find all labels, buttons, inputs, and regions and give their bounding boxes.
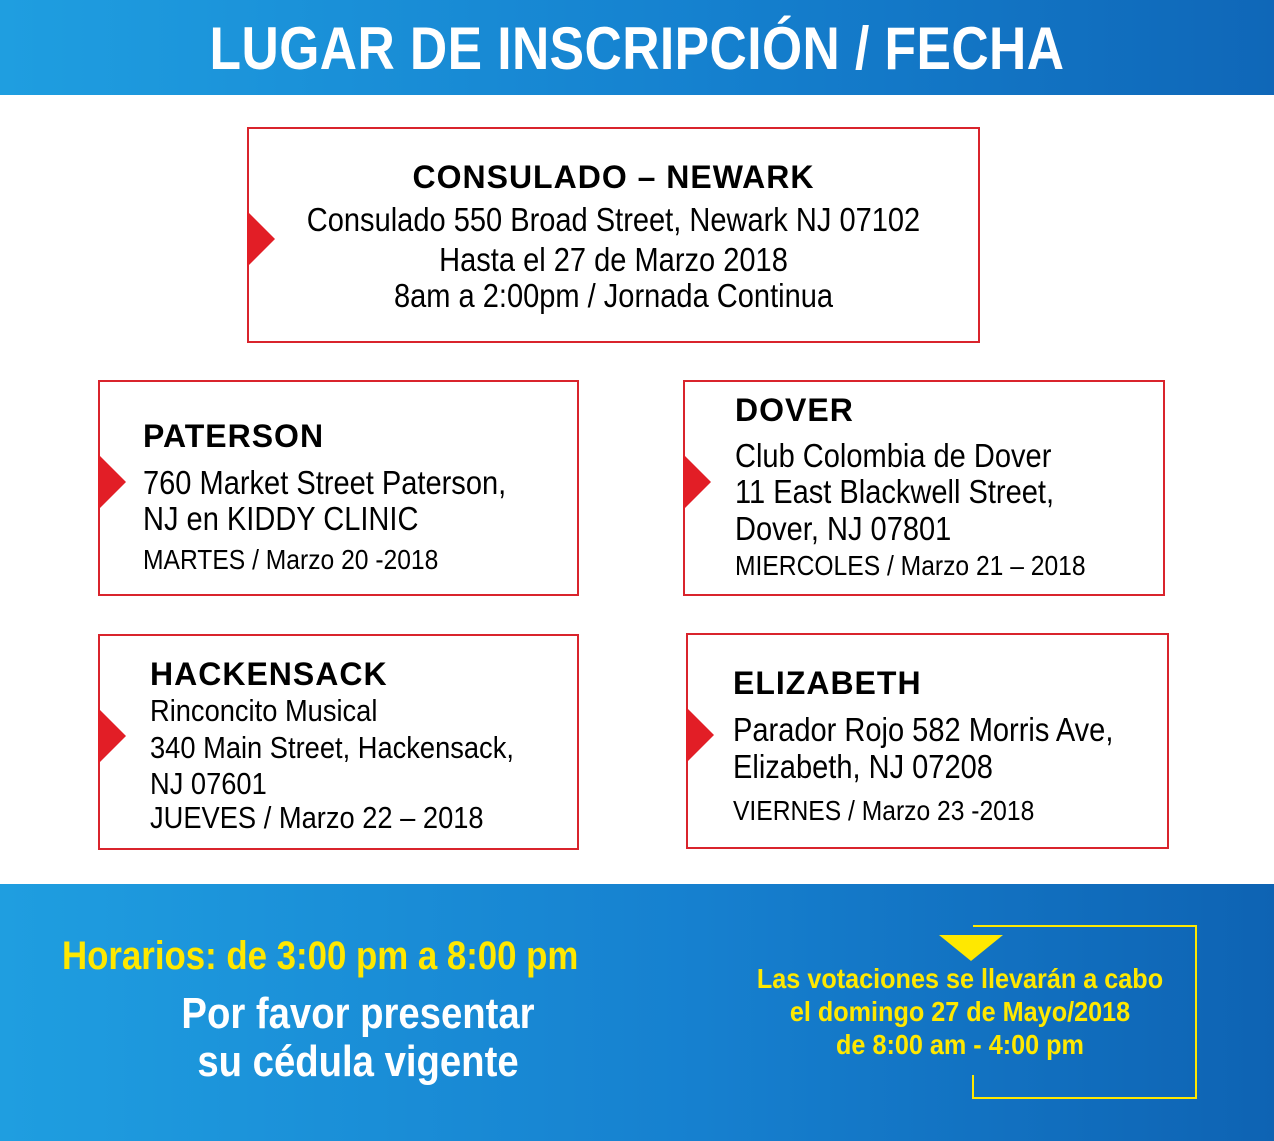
location-card-paterson (98, 380, 579, 596)
location-card-dover (683, 380, 1165, 596)
location-address: NJ 07601 (150, 766, 267, 801)
location-date: MARTES / Marzo 20 -2018 (143, 544, 439, 575)
location-card-newark (247, 127, 980, 343)
present-line: su cédula vigente (197, 1037, 519, 1086)
present-id-text (97, 990, 619, 1086)
location-date: JUEVES / Marzo 22 – 2018 (150, 800, 484, 835)
location-title: ELIZABETH (733, 665, 922, 701)
location-date: Hasta el 27 de Marzo 2018 (439, 241, 788, 278)
location-address: NJ en KIDDY CLINIC (143, 500, 419, 537)
vote-box-frame-left (972, 1075, 974, 1099)
red-arrow-icon (686, 707, 714, 763)
header-banner (0, 0, 1274, 95)
location-address: Dover, NJ 07801 (735, 510, 952, 547)
location-address: Rinconcito Musical (150, 693, 378, 728)
location-address: Elizabeth, NJ 07208 (733, 748, 993, 785)
hours-text: Horarios: de 3:00 pm a 8:00 pm (62, 934, 579, 978)
red-arrow-icon (247, 211, 275, 267)
red-arrow-icon (98, 708, 126, 764)
location-address: Parador Rojo 582 Morris Ave, (733, 711, 1114, 748)
yellow-arrow-icon (939, 935, 1003, 961)
red-arrow-icon (683, 454, 711, 510)
location-date: MIERCOLES / Marzo 21 – 2018 (735, 550, 1086, 581)
present-line: Por favor presentar (181, 989, 535, 1038)
location-date: VIERNES / Marzo 23 -2018 (733, 795, 1035, 826)
location-title: CONSULADO – NEWARK (412, 159, 815, 195)
location-title: HACKENSACK (150, 656, 388, 692)
page-title: LUGAR DE INSCRIPCIÓN / FECHA (209, 15, 1065, 82)
location-card-hackensack (98, 634, 579, 850)
location-address: 340 Main Street, Hackensack, (150, 730, 514, 765)
vote-box-frame-bottom (972, 1097, 1197, 1099)
red-arrow-icon (98, 454, 126, 510)
location-address: 760 Market Street Paterson, (143, 464, 507, 501)
location-title: DOVER (735, 392, 854, 428)
vote-line: Las votaciones se llevarán a cabo (756, 963, 1164, 994)
vote-info (744, 962, 1176, 1061)
location-address: 11 East Blackwell Street, (735, 473, 1055, 510)
vote-line: el domingo 27 de Mayo/2018 (789, 996, 1131, 1027)
location-address: Consulado 550 Broad Street, Newark NJ 07102 (306, 201, 921, 238)
location-address: Club Colombia de Dover (735, 437, 1052, 474)
location-card-elizabeth (686, 633, 1169, 849)
location-hours: 8am a 2:00pm / Jornada Continua (393, 277, 834, 314)
location-title: PATERSON (143, 418, 325, 454)
vote-line: de 8:00 am - 4:00 pm (836, 1029, 1084, 1060)
